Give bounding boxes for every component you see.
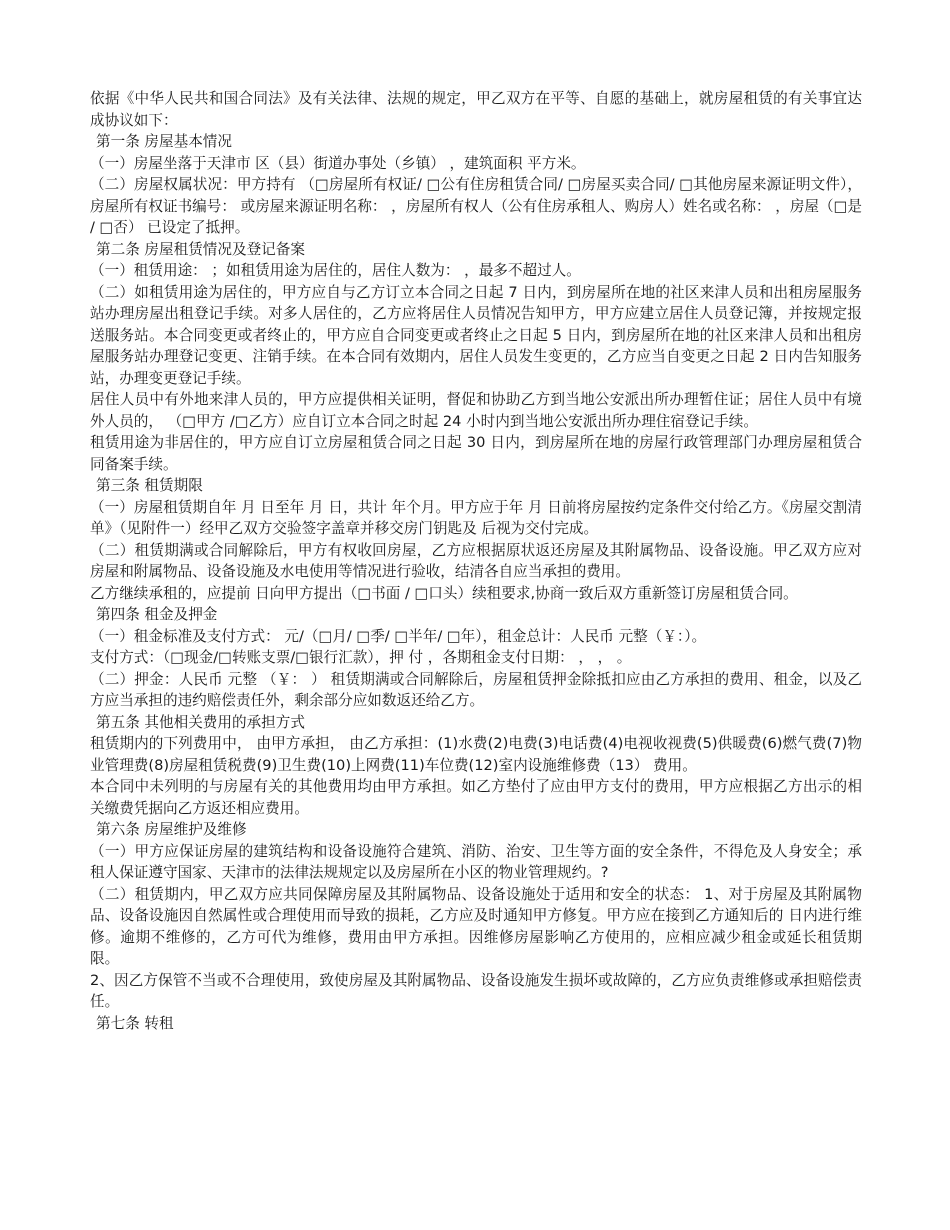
article-5-clause-1: 租赁期内的下列费用中， 由甲方承担， 由乙方承担：(1)水费(2)电费(3)电话费(4)电视收视费(5)供暖费(6)燃气费(7)物业管理费(8)房屋租赁税费(9)卫生费(10)上网费(11)车位费(12)室内设施维修费（13） 费用。 xyxy=(90,735,862,774)
article-3-clause-3: 乙方继续承租的，应提前 日向甲方提出（□书面 / □口头）续租要求,协商一致后双方重新签订房屋租赁合同。 xyxy=(90,584,798,602)
article-4-clause-1: （一）租金标准及支付方式： 元/（□月/ □季/ □半年/ □年），租金总计：人民币 元整（￥：）。 xyxy=(90,627,707,645)
article-6-clause-1: （一）甲方应保证房屋的建筑结构和设备设施符合建筑、消防、治安、卫生等方面的安全条件，不得危及人身安全；承租人保证遵守国家、天津市的法律法规规定以及房屋所在小区的物业管理规约。? xyxy=(90,842,862,881)
article-2-clause-1: （一）租赁用途： ；如租赁用途为居住的，居住人数为： ，最多不超过人。 xyxy=(90,262,581,279)
article-6-clause-2: （二）租赁期内，甲乙双方应共同保障房屋及其附属物品、设备设施处于适用和安全的状态： 1、对于房屋及其附属物品、设备设施因自然属性或合理使用而导致的损耗，乙方应及时通知甲方修复。甲方应在接到乙方通知后的 日内进行维修。逾期不维修的，乙方可代为维修，费用由甲方承担。因维修房屋影响乙方使用的，应相应减少租金或延长租赁期限。 xyxy=(90,885,862,967)
article-6-heading: 第六条 房屋维护及维修 xyxy=(96,821,247,838)
article-5-heading: 第五条 其他相关费用的承担方式 xyxy=(96,713,305,731)
article-2-clause-4: 租赁用途为非居住的，甲方应自订立房屋租赁合同之日起 30 日内，到房屋所在地的房屋行政管理部门办理房屋租赁合同备案手续。 xyxy=(90,434,862,473)
article-7-heading: 第七条 转租 xyxy=(96,1014,174,1032)
article-3-clause-1: （一）房屋租赁期自年 月 日至年 月 日，共计 年个月。甲方应于年 月 日前将房屋按约定条件交付给乙方。《房屋交割清单》（见附件一）经甲乙双方交验签字盖章并移交房门钥匙及 后视为交付完成。 xyxy=(90,498,862,537)
article-6-clause-3: 2、因乙方保管不当或不合理使用，致使房屋及其附属物品、设备设施发生损坏或故障的，乙方应负责维修或承担赔偿责任。 xyxy=(90,971,862,1010)
article-5-clause-2: 本合同中未列明的与房屋有关的其他费用均由甲方承担。如乙方垫付了应由甲方支付的费用，甲方应根据乙方出示的相关缴费凭据向乙方返还相应费用。 xyxy=(90,778,862,817)
article-2-heading: 第二条 房屋租赁情况及登记备案 xyxy=(96,240,305,258)
article-2-clause-3: 居住人员中有外地来津人员的，甲方应提供相关证明，督促和协助乙方到当地公安派出所办理暂住证；居住人员中有境外人员的， （□甲方 /□乙方）应自订立本合同之时起 24 小时内到当地公安派出所办理住宿登记手续。 xyxy=(90,391,862,430)
article-3-heading: 第三条 租赁期限 xyxy=(96,477,203,494)
article-1-clause-2: （二）房屋权属状况：甲方持有 （□房屋所有权证/ □公有住房租赁合同/ □房屋买卖合同/ □其他房屋来源证明文件），房屋所有权证书编号： 或房屋来源证明名称： ，房屋所有权人（公有住房承租人、购房人）姓名或名称： ，房屋（□是 / □否） 已设定了抵押。 xyxy=(90,176,862,236)
article-4-clause-2: 支付方式：（□现金/□转账支票/□银行汇款），押 付 ，各期租金支付日期： ， ， 。 xyxy=(90,649,632,666)
article-4-clause-3: （二）押金：人民币 元整 （￥： ） 租赁期满或合同解除后，房屋租赁押金除抵扣应由乙方承担的费用、租金，以及乙方应当承担的违约赔偿责任外，剩余部分应如数返还给乙方。 xyxy=(90,670,862,709)
article-4-heading: 第四条 租金及押金 xyxy=(96,606,218,623)
article-2-clause-2: （二）如租赁用途为居住的，甲方应自与乙方订立本合同之日起 7 日内，到房屋所在地的社区来津人员和出租房屋服务站办理房屋出租登记手续。对多人居住的，乙方应将居住人员情况告知甲方，甲方应建立居住人员登记簿，并按规定报送服务站。本合同变更或者终止的，甲方应自合同变更或者终止之日起 5 日内，到房屋所在地的社区来津人员和出租房屋服务站办理登记变更、注销手续。在本合同有效期内，居住人员发生变更的，乙方应当自变更之日起 2 日内告知服务站，办理变更登记手续。 xyxy=(90,283,862,387)
preamble-paragraph: 依据《中华人民共和国合同法》及有关法律、法规的规定，甲乙双方在平等、自愿的基础上，就房屋租赁的有关事宜达成协议如下： xyxy=(90,90,862,129)
article-3-clause-2: （二）租赁期满或合同解除后，甲方有权收回房屋，乙方应根据原状返还房屋及其附属物品、设备设施。甲乙双方应对房屋和附属物品、设备设施及水电使用等情况进行验收，结清各自应当承担的费用。 xyxy=(90,541,862,580)
article-1-heading: 第一条 房屋基本情况 xyxy=(96,133,232,150)
article-1-clause-1: （一）房屋坐落于天津市 区（县）街道办事处（乡镇） ，建筑面积 平方米。 xyxy=(90,154,586,172)
contract-document xyxy=(90,88,862,1034)
